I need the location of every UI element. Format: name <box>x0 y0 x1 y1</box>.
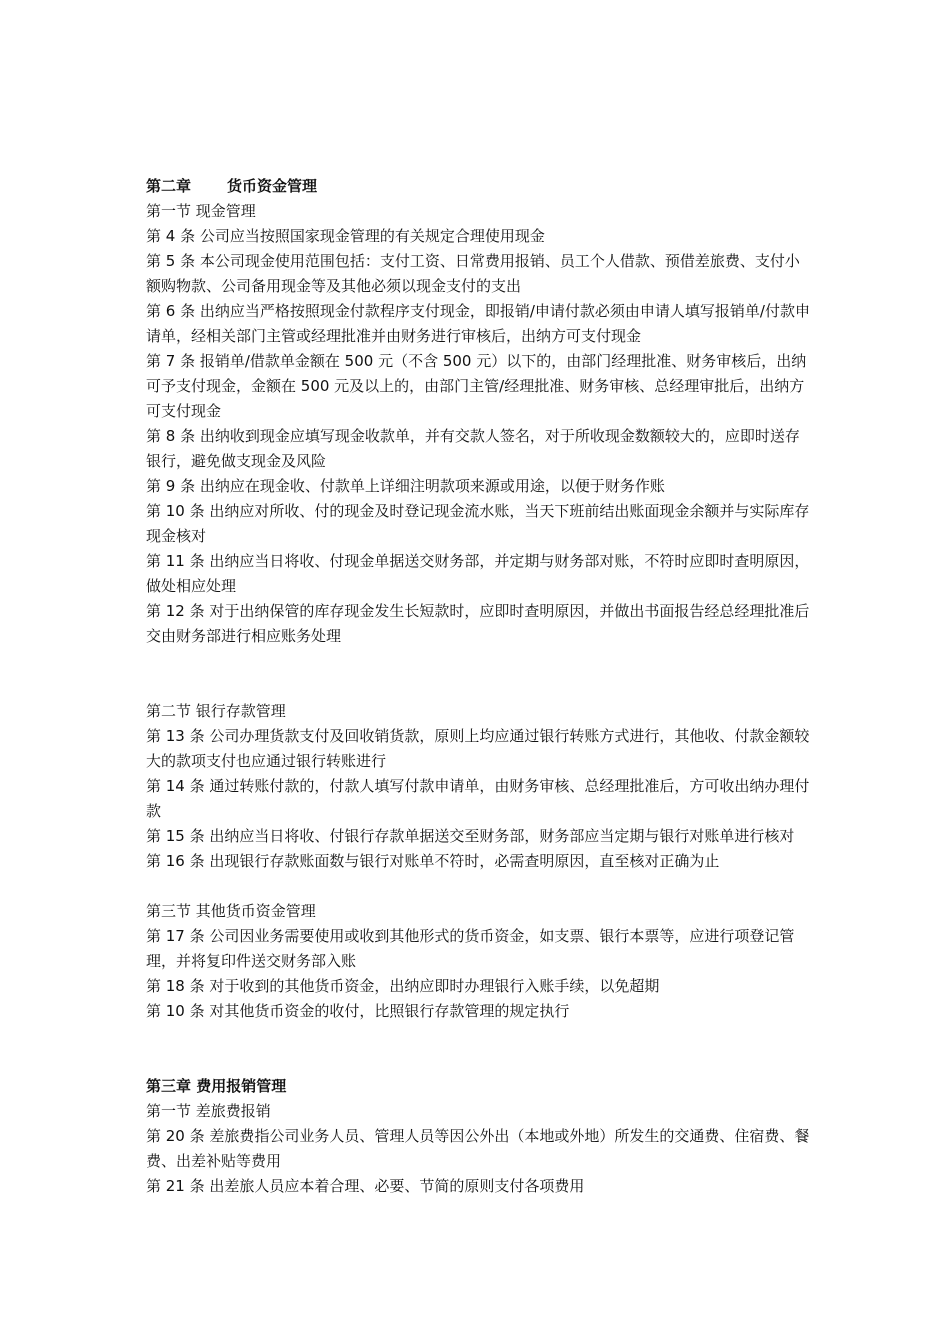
article: 第 9 条 出纳应在现金收、付款单上详细注明款项来源或用途，以便于财务作账 <box>146 477 665 495</box>
blank-space <box>146 649 812 699</box>
section-title: 第一节 现金管理 <box>146 202 256 220</box>
article: 第 5 条 本公司现金使用范围包括：支付工资、日常费用报销、员工个人借款、预借差旅费、支付小额购物款、公司备用现金等及其他必须以现金支付的支出 <box>146 252 800 295</box>
article: 第 12 条 对于出纳保管的库存现金发生长短款时，应即时查明原因，并做出书面报告经总经理批准后交由财务部进行相应账务处理 <box>146 602 810 645</box>
article: 第 21 条 出差旅人员应本着合理、必要、节简的原则支付各项费用 <box>146 1177 585 1195</box>
chapter-2-title: 货币资金管理 <box>227 177 318 195</box>
chapter-2-number: 第二章 <box>146 177 192 195</box>
article: 第 10 条 出纳应对所收、付的现金及时登记现金流水账，当天下班前结出账面现金余额并与实际库存现金核对 <box>146 502 810 545</box>
article: 第 16 条 出现银行存款账面数与银行对账单不符时，必需查明原因，直至核对正确为止 <box>146 852 720 870</box>
article: 第 11 条 出纳应当日将收、付现金单据送交财务部，并定期与财务部对账，不符时应即时查明原因，做处相应处理 <box>146 552 810 595</box>
article: 第 14 条 通过转账付款的，付款人填写付款申请单，由财务审核、总经理批准后，方可收出纳办理付款 <box>146 777 810 820</box>
blank-space <box>146 1024 812 1074</box>
article: 第 7 条 报销单/借款单金额在 500 元（不含 500 元）以下的，由部门经理批准、财务审核后，出纳可予支付现金，金额在 500 元及以上的，由部门主管/经理批准、财务审核、总经理审批后，出纳方可支付现金 <box>146 352 807 420</box>
article: 第 18 条 对于收到的其他货币资金，出纳应即时办理银行入账手续，以免超期 <box>146 977 660 995</box>
blank-space <box>146 874 812 899</box>
article: 第 13 条 公司办理货款支付及回收销货款，原则上均应通过银行转账方式进行，其他收、付款金额较大的款项支付也应通过银行转账进行 <box>146 727 810 770</box>
article: 第 20 条 差旅费指公司业务人员、管理人员等因公外出（本地或外地）所发生的交通费、住宿费、餐费、出差补贴等费用 <box>146 1127 810 1170</box>
chapter-3-heading: 第三章 费用报销管理 <box>146 1077 287 1095</box>
article: 第 15 条 出纳应当日将收、付银行存款单据送交至财务部，财务部应当定期与银行对账单进行核对 <box>146 827 795 845</box>
chapter-2-heading <box>146 174 812 199</box>
article: 第 17 条 公司因业务需要使用或收到其他形式的货币资金，如支票、银行本票等，应进行项登记管理，并将复印件送交财务部入账 <box>146 927 795 970</box>
document-page <box>146 174 812 1199</box>
article: 第 4 条 公司应当按照国家现金管理的有关规定合理使用现金 <box>146 227 545 245</box>
article: 第 6 条 出纳应当严格按照现金付款程序支付现金，即报销/申请付款必须由申请人填写报销单/付款申请单，经相关部门主管或经理批准并由财务进行审核后，出纳方可支付现金 <box>146 302 810 345</box>
article: 第 10 条 对其他货币资金的收付，比照银行存款管理的规定执行 <box>146 1002 570 1020</box>
section-title: 第二节 银行存款管理 <box>146 702 286 720</box>
article: 第 8 条 出纳收到现金应填写现金收款单，并有交款人签名，对于所收现金数额较大的，应即时送存银行，避免做支现金及风险 <box>146 427 800 470</box>
section-title: 第三节 其他货币资金管理 <box>146 902 316 920</box>
section-title: 第一节 差旅费报销 <box>146 1102 271 1120</box>
